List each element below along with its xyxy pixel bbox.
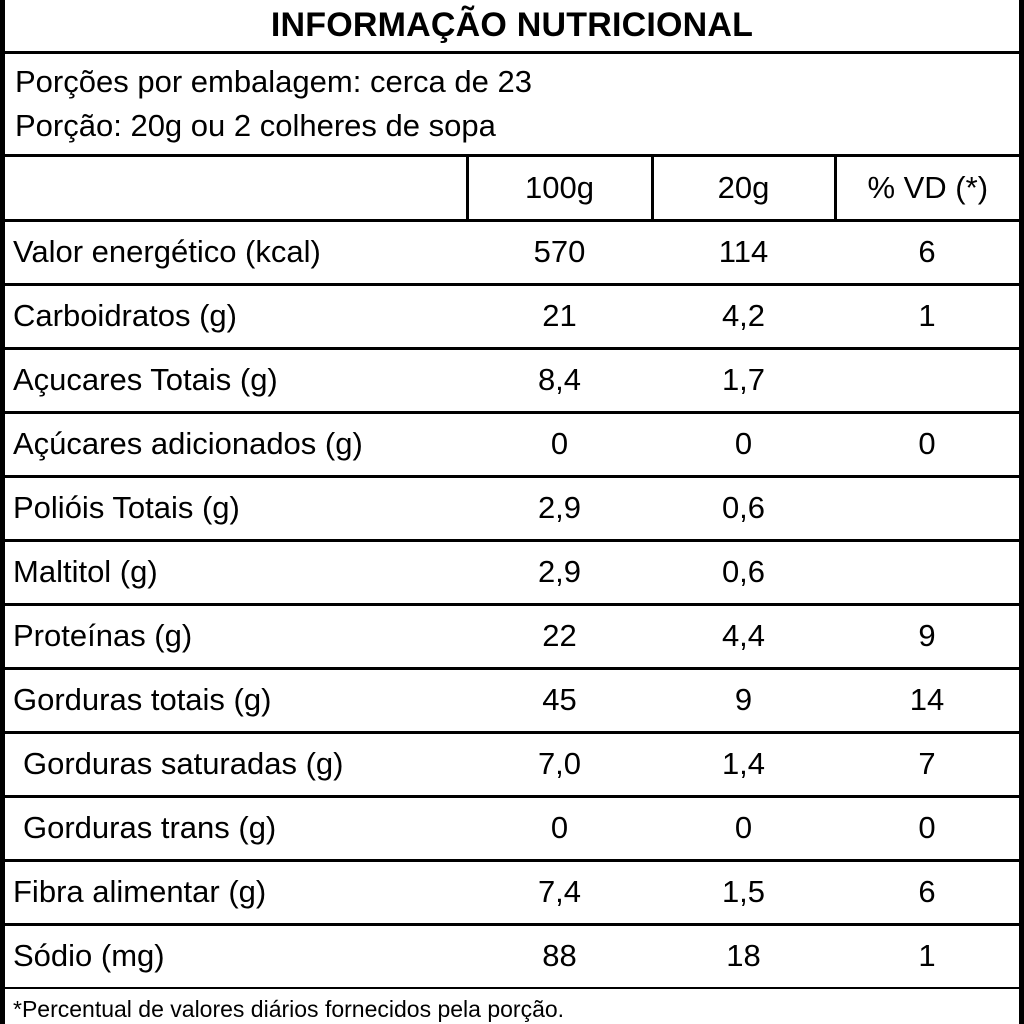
value-per-serving: 9	[652, 668, 835, 732]
value-per-serving: 18	[652, 924, 835, 987]
value-percent-vd	[835, 348, 1019, 412]
nutrient-name: Sódio (mg)	[5, 924, 467, 987]
header-cell-vd: % VD (*)	[835, 157, 1019, 221]
value-per-serving: 4,4	[652, 604, 835, 668]
value-percent-vd: 6	[835, 860, 1019, 924]
value-per-serving: 114	[652, 220, 835, 284]
value-per-serving: 1,4	[652, 732, 835, 796]
table-row	[5, 796, 1019, 860]
value-per-100g: 0	[467, 412, 652, 476]
serving-size: Porção: 20g ou 2 colheres de sopa	[15, 107, 496, 143]
value-per-100g: 22	[467, 604, 652, 668]
value-per-100g: 0	[467, 796, 652, 860]
value-per-serving: 0	[652, 412, 835, 476]
value-per-serving: 4,2	[652, 284, 835, 348]
value-percent-vd: 0	[835, 412, 1019, 476]
value-per-serving: 0	[652, 796, 835, 860]
nutrition-table	[5, 157, 1019, 987]
value-per-100g: 21	[467, 284, 652, 348]
value-per-100g: 7,0	[467, 732, 652, 796]
value-per-serving: 1,7	[652, 348, 835, 412]
nutrient-name: Carboidratos (g)	[5, 284, 467, 348]
value-percent-vd	[835, 476, 1019, 540]
value-percent-vd: 1	[835, 284, 1019, 348]
header-cell-100g: 100g	[467, 157, 652, 221]
value-per-serving: 0,6	[652, 476, 835, 540]
nutrient-name: Gorduras trans (g)	[5, 796, 467, 860]
nutrient-name: Maltitol (g)	[5, 540, 467, 604]
value-per-100g: 8,4	[467, 348, 652, 412]
table-row	[5, 348, 1019, 412]
value-per-100g: 570	[467, 220, 652, 284]
servings-per-package: Porções por embalagem: cerca de 23	[15, 63, 532, 99]
value-per-serving: 0,6	[652, 540, 835, 604]
table-row	[5, 284, 1019, 348]
header-cell-20g: 20g	[652, 157, 835, 221]
value-per-100g: 2,9	[467, 476, 652, 540]
value-per-100g: 88	[467, 924, 652, 987]
table-row	[5, 604, 1019, 668]
nutrient-name: Proteínas (g)	[5, 604, 467, 668]
table-row	[5, 860, 1019, 924]
table-row	[5, 732, 1019, 796]
value-per-100g: 7,4	[467, 860, 652, 924]
value-percent-vd: 14	[835, 668, 1019, 732]
table-row	[5, 220, 1019, 284]
nutrient-name: Gorduras saturadas (g)	[5, 732, 467, 796]
nutrient-name: Açúcares adicionados (g)	[5, 412, 467, 476]
nutrient-name: Açucares Totais (g)	[5, 348, 467, 412]
header-cell-nutrient	[5, 157, 467, 221]
nutrient-name: Valor energético (kcal)	[5, 220, 467, 284]
table-row	[5, 668, 1019, 732]
value-per-100g: 45	[467, 668, 652, 732]
nutrient-name: Polióis Totais (g)	[5, 476, 467, 540]
table-row	[5, 540, 1019, 604]
table-header-row	[5, 157, 1019, 221]
value-percent-vd: 1	[835, 924, 1019, 987]
value-percent-vd: 6	[835, 220, 1019, 284]
nutrient-name: Fibra alimentar (g)	[5, 860, 467, 924]
value-percent-vd: 9	[835, 604, 1019, 668]
serving-info	[5, 54, 1019, 154]
value-per-serving: 1,5	[652, 860, 835, 924]
value-percent-vd	[835, 540, 1019, 604]
footnote: *Percentual de valores diários fornecidos pela porção.	[13, 996, 565, 1023]
value-per-100g: 2,9	[467, 540, 652, 604]
table-row	[5, 476, 1019, 540]
table-row	[5, 412, 1019, 476]
table-row	[5, 924, 1019, 987]
value-percent-vd: 7	[835, 732, 1019, 796]
nutrient-name: Gorduras totais (g)	[5, 668, 467, 732]
value-percent-vd: 0	[835, 796, 1019, 860]
page-title: INFORMAÇÃO NUTRICIONAL	[270, 6, 754, 44]
